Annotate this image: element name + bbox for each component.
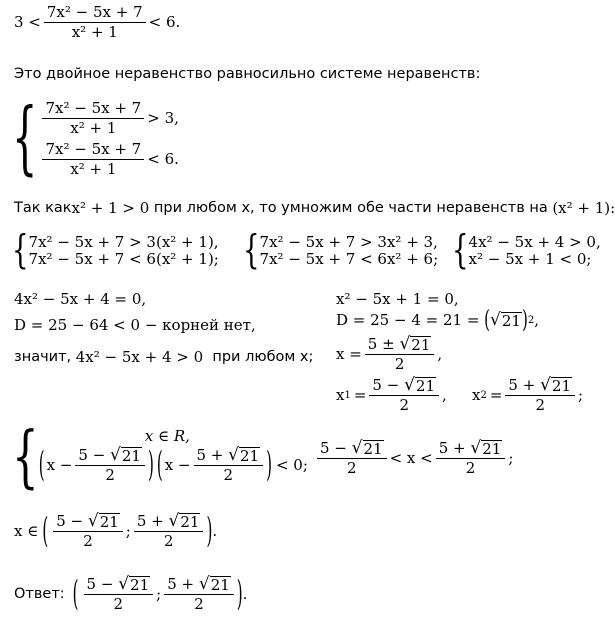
ans-left-den: 2 — [113, 595, 124, 613]
final-system — [12, 416, 308, 496]
ineq-left: 3 < — [14, 13, 41, 31]
fi-left-den: 2 — [347, 459, 357, 477]
root-x1: x 1 = 5 − √ 21 2 , — [336, 375, 447, 414]
sys1-rel-1: > 3, — [147, 109, 179, 127]
double-inequality — [14, 4, 180, 41]
brace-a: { — [12, 227, 29, 273]
p2-close: ) — [266, 443, 272, 486]
x2-radicand: 21 — [551, 377, 572, 395]
answer-sep: ; — [156, 585, 162, 603]
answer-label: Ответ: — [14, 586, 65, 602]
x1-var: x — [336, 386, 345, 404]
system-c — [452, 227, 601, 273]
sys1-num-1: 7x² − 5x + 7 — [42, 100, 144, 119]
x-lhs: x = — [336, 345, 362, 363]
concl-b: 4x² − 5x + 4 > 0 — [75, 348, 204, 366]
roots-comma: , — [437, 345, 443, 363]
solution-interval — [14, 509, 218, 552]
ans-left-rad: 21 — [130, 576, 150, 594]
interval-left: 5 − √ 21 2 — [53, 513, 123, 550]
fraction-numerator: 7x² − 5x + 7 — [44, 4, 146, 23]
ans-right-den: 2 — [194, 595, 204, 613]
factor1-x: x − — [46, 456, 73, 474]
since-expr: x² + 1 > 0 — [71, 199, 150, 217]
x2-fraction: 5 + √ 21 2 — [505, 377, 575, 414]
brace-b: { — [243, 227, 260, 273]
iv-right-num: 5 + — [136, 512, 169, 530]
sqrt-21: √ 21 — [490, 310, 521, 330]
right-equation: x² − 5x + 1 = 0, — [336, 290, 459, 308]
fi-left-rad: 21 — [363, 440, 383, 458]
system-a — [12, 227, 219, 273]
final-product — [38, 443, 308, 486]
p1-close: ) — [147, 443, 154, 486]
sys1-fraction-2 — [42, 141, 144, 178]
f1-num: 5 − — [78, 446, 111, 464]
answer-left: 5 − √ 21 2 — [84, 576, 154, 613]
p1-open: ( — [38, 443, 45, 486]
final-brace: { — [12, 416, 39, 496]
f2-num: 5 + — [196, 446, 229, 464]
sysB-line2: 7x² − 5x + 7 < 6x² + 6; — [259, 250, 439, 268]
disc-comma: , — [534, 311, 539, 329]
fi-left: 5 − √ 21 2 — [317, 440, 387, 477]
ineq-right: < 6. — [148, 13, 181, 31]
roots-den: 2 — [394, 355, 405, 373]
iv-left-num: 5 − — [56, 512, 88, 530]
interval-sep: ; — [125, 522, 131, 540]
iv-right-den: 2 — [163, 532, 174, 550]
sysC-line2: x² − 5x + 1 < 0; — [468, 250, 592, 268]
since-c: (x² + 1): — [552, 199, 615, 217]
sys1-num-2: 7x² − 5x + 7 — [42, 141, 144, 160]
fi-right-den: 2 — [465, 459, 476, 477]
disc-a: D = 25 − 4 = 21 = — [336, 311, 485, 329]
x2-den: 2 — [535, 396, 545, 414]
fi-left-num: 5 − — [320, 439, 352, 457]
system-brace: { — [12, 92, 38, 184]
fi-right: 5 + √ 21 2 — [436, 440, 506, 477]
fi-tail: ; — [508, 449, 514, 467]
ans-left-num: 5 − — [86, 575, 119, 593]
system-b — [243, 227, 439, 273]
final-line1: x ∈ R, — [144, 427, 190, 445]
iv-left-den: 2 — [83, 532, 93, 550]
roots-radicand: 21 — [411, 336, 431, 354]
sys1-den-1: x² + 1 — [70, 119, 117, 137]
roots-num-a: 5 ± — [367, 335, 400, 353]
root-x2: x 2 = 5 + √ 21 2 ; — [472, 375, 584, 414]
roots-formula — [336, 336, 442, 373]
sysA-line1: 7x² − 5x + 7 > 3(x² + 1), — [28, 233, 219, 251]
factor2-fraction: 5 + √ 21 2 — [194, 447, 264, 484]
x2-num: 5 + — [508, 376, 541, 394]
interval-lhs: x ∈ — [14, 522, 39, 540]
concl-a: значит, — [14, 349, 76, 365]
concl-c: при любом x; — [203, 349, 314, 365]
main-fraction — [44, 4, 146, 41]
f2-radicand: 21 — [240, 447, 260, 465]
equivalence-text: Это двойное неравенство равносильно системе неравенств: — [14, 66, 481, 82]
fi-right-rad: 21 — [482, 440, 502, 458]
interval-close: ) — [206, 509, 213, 552]
interval-tail: . — [212, 522, 218, 540]
answer-close: ) — [236, 572, 243, 615]
radicand: 21 — [501, 312, 521, 330]
answer-open: ( — [72, 572, 79, 615]
x2-var: x — [472, 386, 481, 404]
fi-right-num: 5 + — [438, 439, 471, 457]
iv-right-rad: 21 — [180, 513, 200, 531]
x1-den: 2 — [399, 396, 409, 414]
fi-mid: < x < — [389, 449, 433, 467]
x1-radicand: 21 — [415, 377, 436, 395]
left-conclusion — [14, 349, 313, 366]
left-discriminant: D = 25 − 64 < 0 − корней нет, — [14, 316, 256, 334]
final-tail: < 0; — [275, 456, 308, 474]
since-text — [14, 200, 615, 217]
x1-num: 5 − — [372, 376, 405, 394]
fraction-denominator: x² + 1 — [71, 23, 118, 41]
answer — [14, 572, 248, 615]
f1-radicand: 21 — [121, 447, 141, 465]
answer-tail: . — [242, 585, 248, 603]
sys1-rel-2: < 6. — [147, 150, 179, 168]
p2-open: ( — [156, 443, 163, 486]
since-b: при любом x, то умножим обе части неравенств на — [149, 200, 553, 216]
factor2-x: x − — [164, 456, 191, 474]
factor1-fraction: 5 − √ 21 2 — [75, 447, 145, 484]
right-discriminant: D = 25 − 4 = 21 = ( √ 21 ) 2 , — [336, 305, 539, 335]
interval-right: 5 + √ 21 2 — [134, 513, 204, 550]
x1-comma: , — [442, 386, 447, 404]
sysA-line2: 7x² − 5x + 7 < 6(x² + 1); — [28, 250, 219, 268]
ans-right-rad: 21 — [210, 576, 230, 594]
paren-open: ( — [484, 305, 491, 335]
left-equation: 4x² − 5x + 4 = 0, — [14, 290, 147, 308]
roots-fraction: 5 ± √ 21 2 — [365, 336, 435, 373]
since-a: Так как — [14, 200, 72, 216]
sys1-fraction-1 — [42, 100, 144, 137]
final-inequality — [314, 440, 513, 477]
x2-semi: ; — [578, 386, 584, 404]
f1-den: 2 — [105, 466, 115, 484]
iv-left-rad: 21 — [99, 513, 119, 531]
ans-right-num: 5 + — [167, 575, 199, 593]
paren-close: ) — [521, 305, 528, 335]
sysC-line1: 4x² − 5x + 4 > 0, — [468, 233, 601, 251]
sysB-line1: 7x² − 5x + 7 > 3x² + 3, — [259, 233, 438, 251]
brace-c: { — [452, 227, 469, 273]
answer-right: 5 + √ 21 2 — [164, 576, 234, 613]
x1-fraction: 5 − √ 21 2 — [369, 377, 439, 414]
interval-open: ( — [42, 509, 49, 552]
sys1-den-2: x² + 1 — [70, 160, 117, 178]
f2-den: 2 — [223, 466, 234, 484]
system-of-inequalities — [12, 92, 179, 184]
